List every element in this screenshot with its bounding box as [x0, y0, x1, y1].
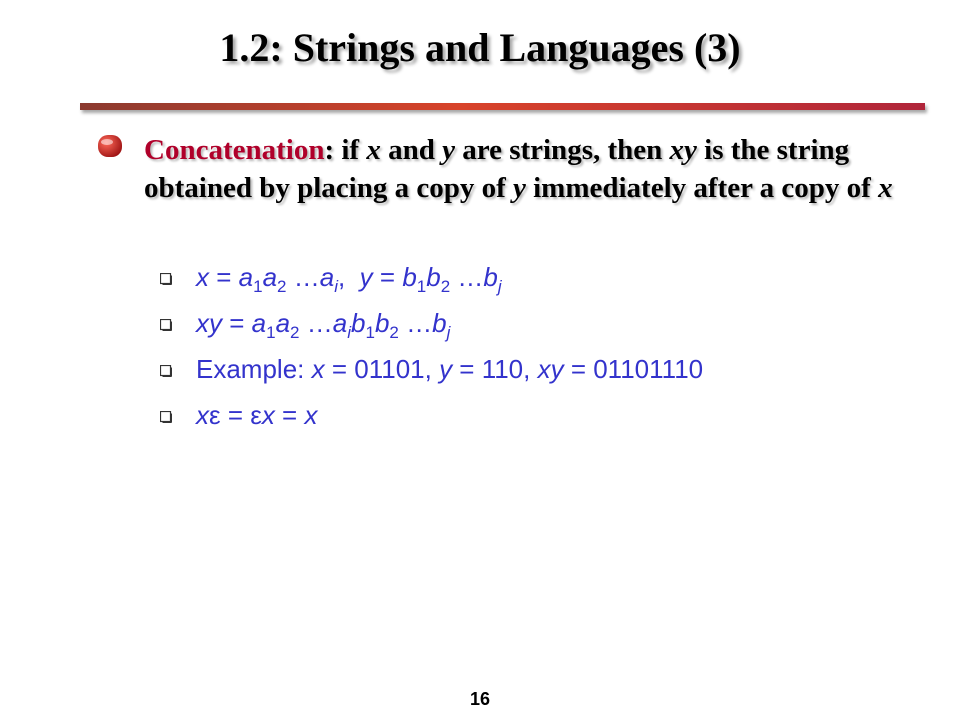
- keyword-concatenation: Concatenation: [144, 134, 325, 166]
- var-y: y: [513, 172, 526, 204]
- list-item: [158, 396, 918, 442]
- var-xy: xy: [669, 134, 697, 166]
- square-bullet-icon: [160, 273, 172, 285]
- var-x: x: [878, 172, 893, 204]
- title-divider: [80, 103, 925, 110]
- text-segment: are strings, then: [454, 134, 670, 166]
- slide-title: 1.2: Strings and Languages (3): [219, 25, 741, 70]
- text-segment: and: [380, 134, 443, 166]
- main-bullet-text: [144, 131, 924, 207]
- square-bullet-icon: [160, 411, 172, 423]
- var-x: x: [366, 134, 381, 166]
- list-item: [158, 304, 918, 350]
- text-segment: : if: [324, 134, 367, 166]
- sub-bullet-list: [158, 258, 918, 442]
- list-item: [158, 350, 918, 396]
- page-number: 16: [469, 689, 491, 709]
- checkbox-bullet-icon: [96, 133, 124, 161]
- sub-item-text: xy = $a_1a_2$ $\dots a_ib_1b_2$ $\dots b_j$: [196, 308, 451, 342]
- text-segment: is the string obtained by placing a copy of: [144, 134, 850, 204]
- sub-item-text: xε = εx = x: [196, 400, 318, 430]
- list-item: [158, 258, 918, 304]
- square-bullet-icon: [160, 319, 172, 331]
- var-y: y: [442, 134, 455, 166]
- sub-item-text: Example: x = 01101, y = 110, xy = 01101110: [196, 354, 704, 384]
- sub-item-text: $x = a_1a_2$ $\dots a_i$, $y = b_1b_2$ $\dots b_j$: [196, 262, 502, 296]
- text-segment: immediately after a copy of: [525, 172, 879, 204]
- square-bullet-icon: [160, 365, 172, 377]
